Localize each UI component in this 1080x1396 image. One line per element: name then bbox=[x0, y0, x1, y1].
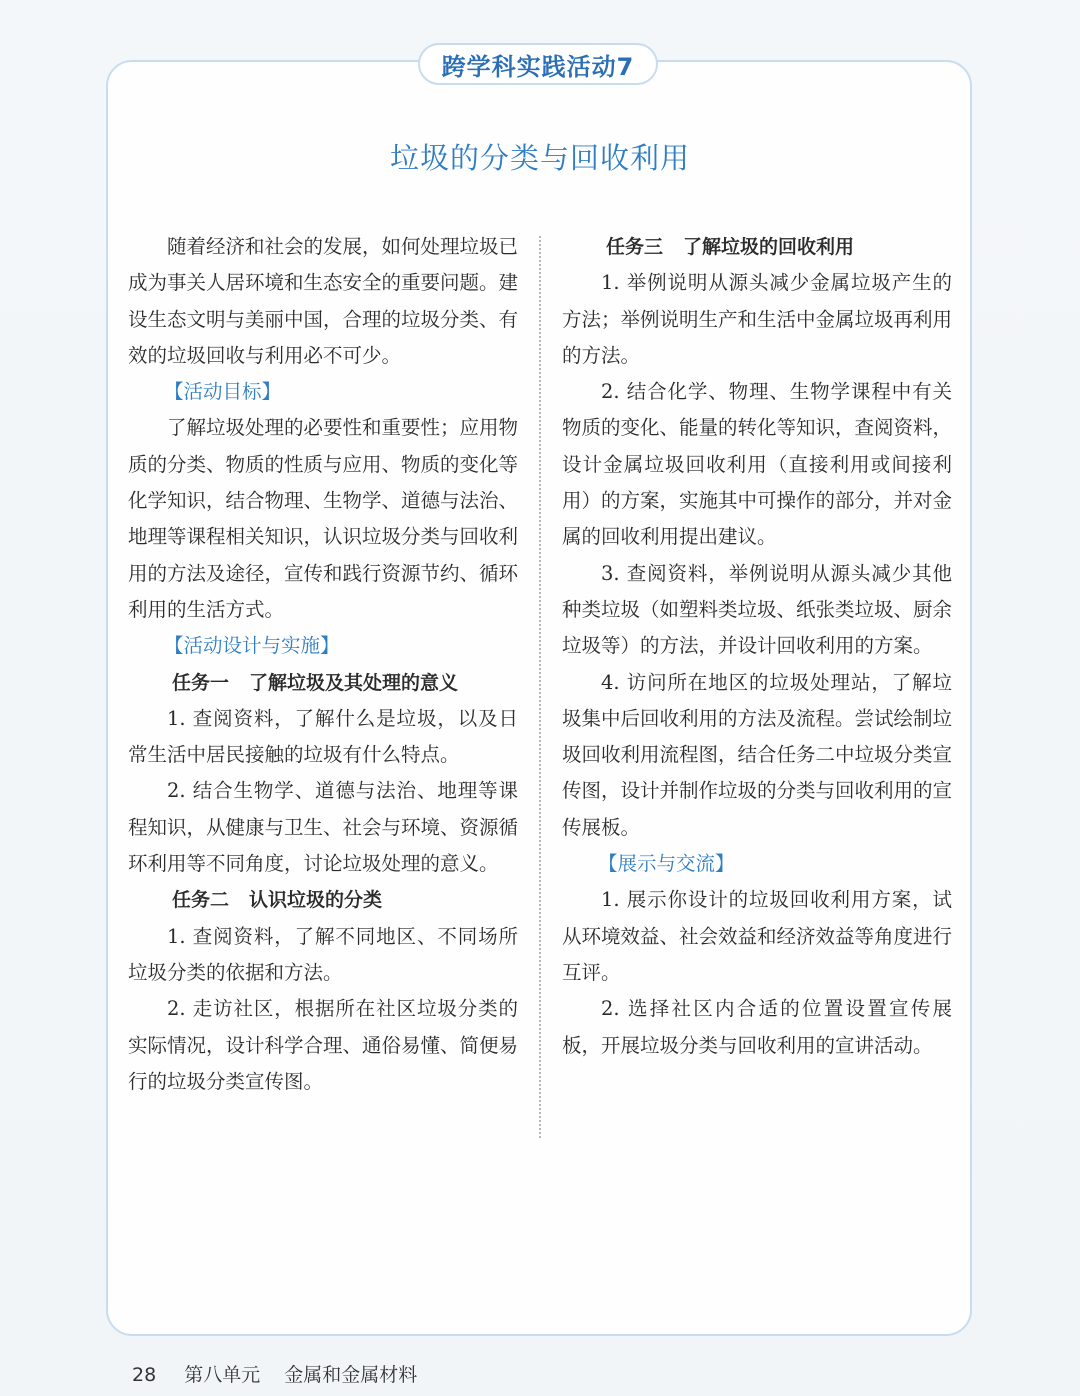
unit-title: 金属和金属材料 bbox=[284, 1364, 418, 1386]
task-label: 任务二 bbox=[172, 889, 230, 912]
section-heading-show: 【展示与交流】 bbox=[598, 852, 735, 876]
task-title: 了解垃圾及其处理的意义 bbox=[249, 671, 459, 694]
show-item: 2. 选择社区内合适的位置设置宣传展板，开展垃圾分类与回收利用的宣讲活动。 bbox=[562, 997, 952, 1057]
task-title: 了解垃圾的回收利用 bbox=[683, 236, 855, 258]
task-item: 4. 访问所在地区的垃圾处理站，了解垃圾集中后回收利用的方法及流程。尝试绘制垃圾回收利用流程图，结合任务二中垃圾分类宣传图，设计并制作垃圾的分类与回收利用的宣传展板。 bbox=[562, 670, 953, 839]
task-item: 1. 查阅资料，了解不同地区、不同场所垃圾分类的依据和方法。 bbox=[128, 924, 518, 984]
task-three-heading bbox=[562, 229, 952, 265]
section-heading-design: 【活动设计与实施】 bbox=[164, 634, 340, 658]
task-one-heading bbox=[128, 665, 518, 701]
activity-badge: 跨学科实践活动7 bbox=[418, 43, 658, 85]
task-label: 任务三 bbox=[606, 236, 664, 258]
unit-label: 第八单元 bbox=[184, 1364, 261, 1386]
task-label: 任务一 bbox=[172, 671, 230, 694]
page-footer bbox=[132, 1360, 417, 1387]
task-item: 2. 结合生物学、道德与法治、地理等课程知识，从健康与卫生、社会与环境、资源循环利用等不同角度，讨论垃圾处理的意义。 bbox=[128, 779, 519, 876]
task-item: 1. 查阅资料，了解什么是垃圾，以及日常生活中居民接触的垃圾有什么特点。 bbox=[128, 706, 518, 767]
goal-paragraph: 了解垃圾处理的必要性和重要性；应用物质的分类、物质的性质与应用、物质的变化等化学知识，结合物理、生物学、道德与法治、地理等课程相关知识，认识垃圾分类与回收利用的方法及途径，宣传和践行资源节约、循环利用的生活方式。 bbox=[128, 416, 519, 621]
page-number: 28 bbox=[132, 1364, 157, 1386]
task-title: 认识垃圾的分类 bbox=[249, 889, 383, 912]
right-column bbox=[562, 229, 952, 1064]
task-item: 1. 举例说明从源头减少金属垃圾产生的方法；举例说明生产和生活中金属垃圾再利用的方法。 bbox=[562, 271, 953, 367]
intro-paragraph: 随着经济和社会的发展，如何处理垃圾已成为事关人居环境和生态安全的重要问题。建设生态文明与美丽中国，合理的垃圾分类、有效的垃圾回收与利用必不可少。 bbox=[128, 235, 519, 367]
task-item: 2. 结合化学、物理、生物学课程中有关物质的变化、能量的转化等知识，查阅资料，设计金属垃圾回收利用（直接利用或间接利用）的方案，实施其中可操作的部分，并对金属的回收利用提出建议。 bbox=[562, 380, 953, 549]
section-heading-goal: 【活动目标】 bbox=[164, 380, 282, 404]
column-divider bbox=[539, 236, 541, 1138]
task-item: 2. 走访社区，根据所在社区垃圾分类的实际情况，设计科学合理、通俗易懂、简便易行的垃圾分类宣传图。 bbox=[128, 997, 519, 1093]
task-two-heading bbox=[128, 882, 518, 918]
page-title: 垃圾的分类与回收利用 bbox=[389, 141, 690, 175]
show-item: 1. 展示你设计的垃圾回收利用方案，试从环境效益、社会效益和经济效益等角度进行互评。 bbox=[562, 888, 953, 984]
task-item: 3. 查阅资料，举例说明从源头减少其他种类垃圾（如塑料类垃圾、纸张类垃圾、厨余垃圾等）的方法，并设计回收利用的方案。 bbox=[562, 561, 953, 658]
left-column bbox=[128, 229, 518, 1100]
